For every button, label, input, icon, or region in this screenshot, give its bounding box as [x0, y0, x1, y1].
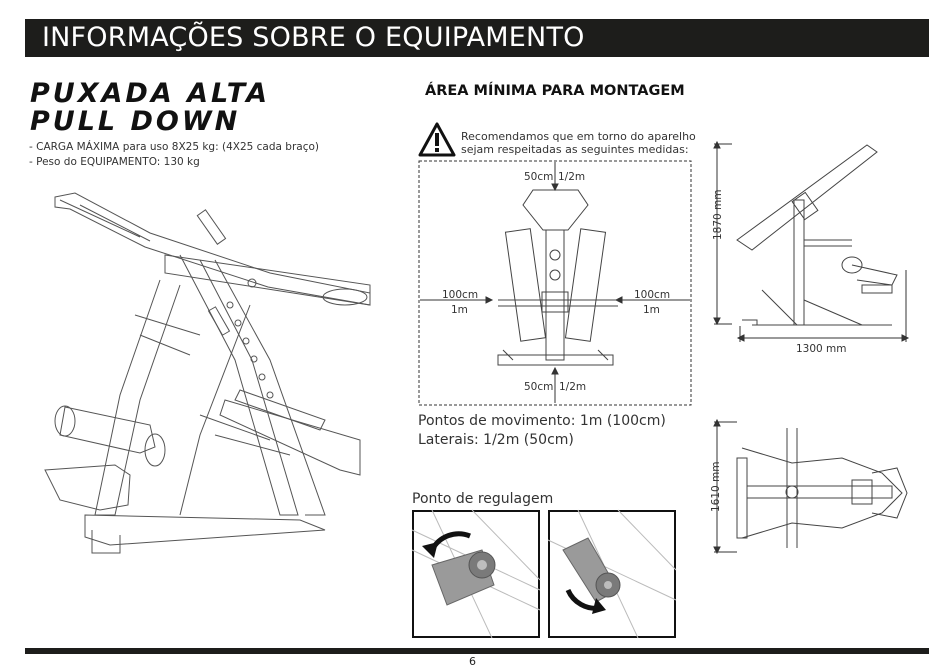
- clearance-right-m: 1m: [643, 304, 660, 316]
- clearance-left-m: 1m: [451, 304, 468, 316]
- top-view-drawing: [712, 418, 912, 558]
- clearance-left-cm: 100cm: [442, 289, 479, 301]
- clearance-top-m: 1/2m: [558, 171, 586, 183]
- warning-icon: [418, 122, 456, 157]
- dimension-height: 1870 mm: [712, 189, 724, 240]
- movement-points-text: Pontos de movimento: 1m (100cm): [418, 413, 666, 429]
- adjustment-label: Ponto de regulagem: [412, 491, 554, 507]
- adjustment-photo-ccw: [412, 510, 540, 638]
- dimension-width: 1610 mm: [710, 461, 722, 512]
- clearance-diagram: [418, 160, 693, 406]
- spec-max-load: - CARGA MÁXIMA para uso 8X25 kg: (4X25 cada braço): [29, 141, 319, 153]
- clearance-top-cm: 50cm: [524, 171, 554, 183]
- clearance-right-cm: 100cm: [634, 289, 671, 301]
- adjustment-photo-cw: [548, 510, 676, 638]
- machine-illustration: [40, 185, 380, 570]
- spec-equipment-weight: - Peso do EQUIPAMENTO: 130 kg: [29, 156, 200, 168]
- page-title: INFORMAÇÕES SOBRE O EQUIPAMENTO: [42, 22, 585, 53]
- lateral-clearance-text: Laterais: 1/2m (50cm): [418, 432, 574, 448]
- clearance-bottom-cm: 50cm: [524, 381, 554, 393]
- assembly-heading: ÁREA MÍNIMA PARA MONTAGEM: [425, 83, 685, 99]
- warning-text-line1: Recomendamos que em torno do aparelho: [461, 130, 696, 143]
- page-number: 6: [469, 655, 476, 668]
- side-view-drawing: [712, 140, 912, 355]
- product-name-en: PULL DOWN: [30, 106, 241, 137]
- clearance-bottom-m: 1/2m: [559, 381, 587, 393]
- dimension-depth: 1300 mm: [796, 343, 847, 355]
- footer-bar: [25, 648, 929, 654]
- product-name-pt: PUXADA ALTA: [30, 78, 270, 109]
- warning-text-line2: sejam respeitadas as seguintes medidas:: [461, 143, 689, 156]
